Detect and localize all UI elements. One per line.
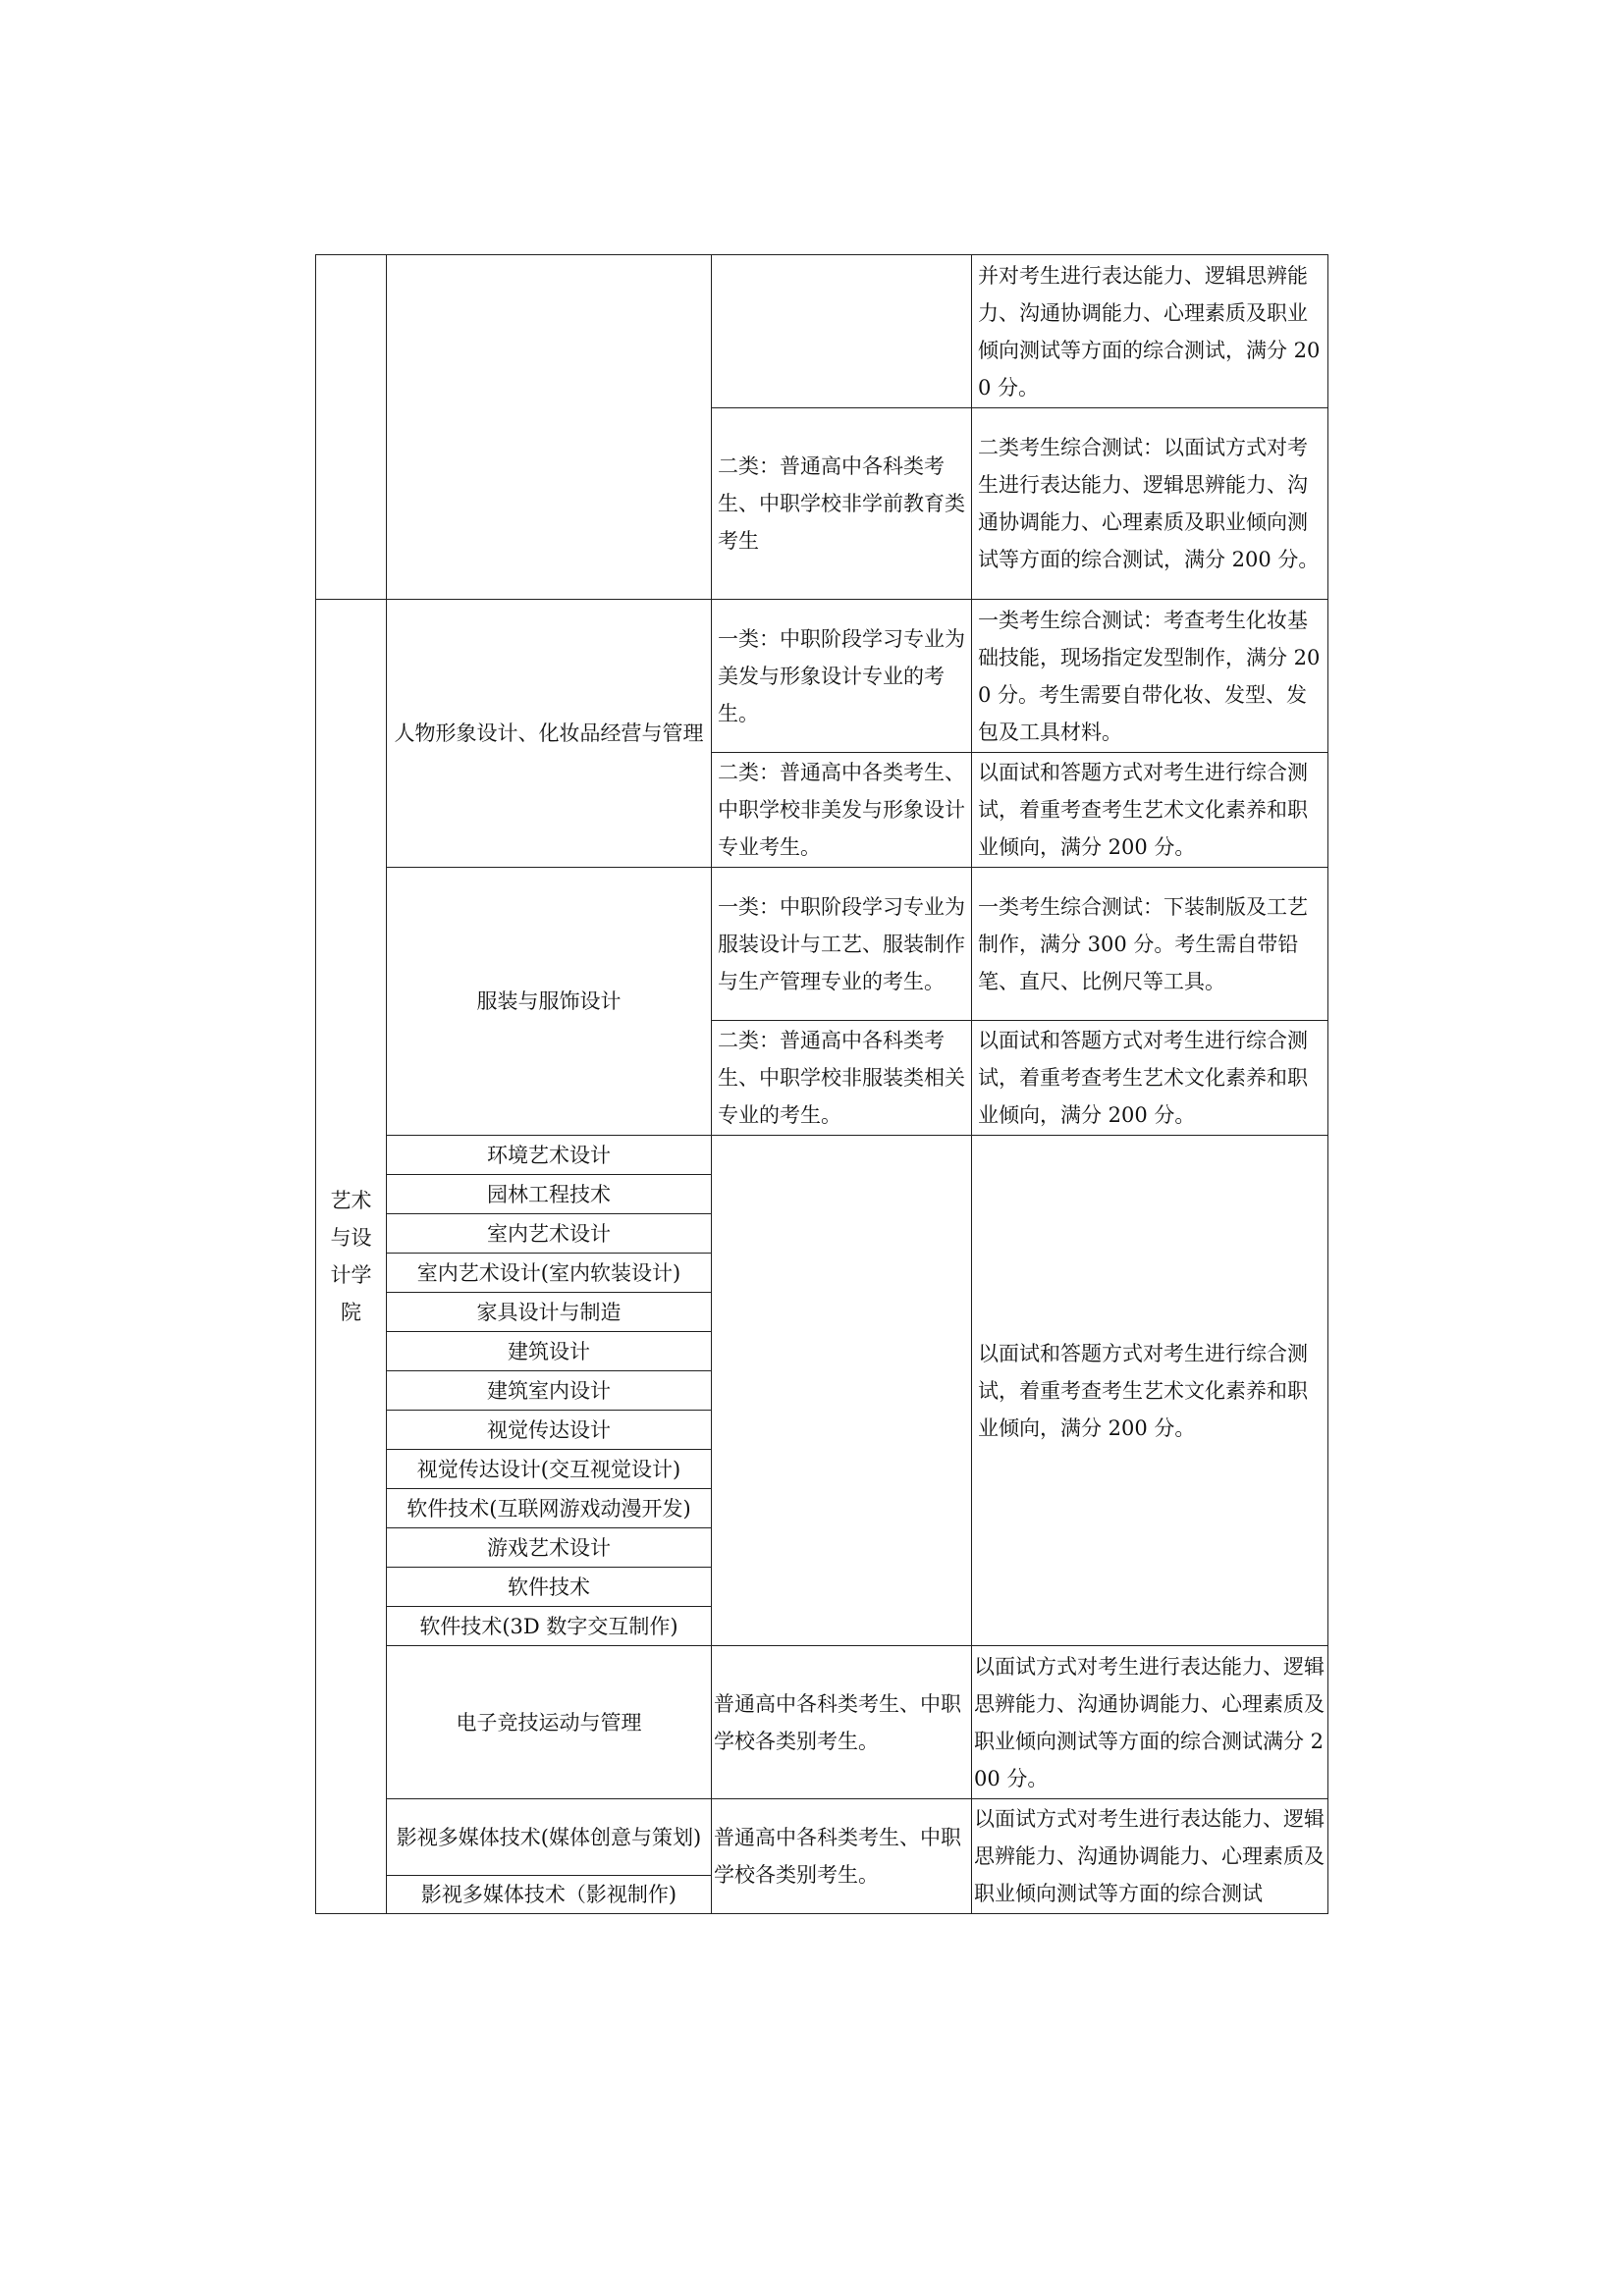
major-cell: 软件技术(互联网游戏动漫开发) xyxy=(387,1489,712,1528)
test-cell: 以面试和答题方式对考生进行综合测试，着重考查考生艺术文化素养和职业倾向，满分 200 分。 xyxy=(972,1021,1328,1136)
test-cell: 以面试方式对考生进行表达能力、逻辑思辨能力、沟通协调能力、心理素质及职业倾向测试等方面的综合测试 xyxy=(972,1799,1328,1914)
category-cell: 普通高中各科类考生、中职学校各类别考生。 xyxy=(712,1799,972,1914)
category-cell: 二类：普通高中各类考生、中职学校非美发与形象设计专业考生。 xyxy=(712,753,972,868)
prev-test-cell: 并对考生进行表达能力、逻辑思辨能力、沟通协调能力、心理素质及职业倾向测试等方面的综合测试，满分 200 分。 xyxy=(972,255,1328,408)
major-cell: 软件技术(3D 数字交互制作) xyxy=(387,1607,712,1646)
major-cell: 影视多媒体技术(媒体创意与策划) xyxy=(387,1799,712,1876)
table-row xyxy=(316,868,1328,1021)
prev-college-cell xyxy=(316,255,387,600)
category-cell-empty xyxy=(712,1136,972,1646)
test-cell: 二类考生综合测试：以面试方式对考生进行表达能力、逻辑思辨能力、沟通协调能力、心理素质及职业倾向测试等方面的综合测试，满分 200 分。 xyxy=(972,408,1328,600)
test-cell: 一类考生综合测试：下装制版及工艺制作，满分 300 分。考生需自带铅笔、直尺、比例尺等工具。 xyxy=(972,868,1328,1021)
table-row xyxy=(316,255,1328,408)
admission-table xyxy=(315,254,1328,1914)
major-cell: 建筑设计 xyxy=(387,1332,712,1371)
table-row xyxy=(316,1799,1328,1876)
prev-category-cell xyxy=(712,255,972,408)
major-cell: 视觉传达设计 xyxy=(387,1411,712,1450)
test-cell: 以面试和答题方式对考生进行综合测试，着重考查考生艺术文化素养和职业倾向，满分 200 分。 xyxy=(972,1136,1328,1646)
major-cell: 游戏艺术设计 xyxy=(387,1528,712,1568)
major-cell: 影视多媒体技术（影视制作) xyxy=(387,1876,712,1914)
category-cell: 二类：普通高中各科类考生、中职学校非学前教育类考生 xyxy=(712,408,972,600)
category-cell: 普通高中各科类考生、中职学校各类别考生。 xyxy=(712,1646,972,1799)
major-cell: 环境艺术设计 xyxy=(387,1136,712,1175)
college-name-cell: 艺术与设计学院 xyxy=(316,600,387,1914)
major-cell: 电子竞技运动与管理 xyxy=(387,1646,712,1799)
major-cell: 人物形象设计、化妆品经营与管理 xyxy=(387,600,712,868)
category-cell: 二类：普通高中各科类考生、中职学校非服装类相关专业的考生。 xyxy=(712,1021,972,1136)
major-cell: 室内艺术设计(室内软装设计) xyxy=(387,1254,712,1293)
table-row xyxy=(316,600,1328,753)
table-row xyxy=(316,1136,1328,1175)
prev-major-cell xyxy=(387,255,712,600)
major-cell: 视觉传达设计(交互视觉设计) xyxy=(387,1450,712,1489)
category-cell: 一类：中职阶段学习专业为服装设计与工艺、服装制作与生产管理专业的考生。 xyxy=(712,868,972,1021)
major-cell: 软件技术 xyxy=(387,1568,712,1607)
major-cell: 家具设计与制造 xyxy=(387,1293,712,1332)
test-cell: 以面试和答题方式对考生进行综合测试，着重考查考生艺术文化素养和职业倾向，满分 200 分。 xyxy=(972,753,1328,868)
table-row xyxy=(316,1646,1328,1799)
test-cell: 一类考生综合测试：考查考生化妆基础技能，现场指定发型制作，满分 200 分。考生需要自带化妆、发型、发包及工具材料。 xyxy=(972,600,1328,753)
major-cell: 园林工程技术 xyxy=(387,1175,712,1214)
major-cell: 建筑室内设计 xyxy=(387,1371,712,1411)
category-cell: 一类：中职阶段学习专业为美发与形象设计专业的考生。 xyxy=(712,600,972,753)
test-cell: 以面试方式对考生进行表达能力、逻辑思辨能力、沟通协调能力、心理素质及职业倾向测试等方面的综合测试满分 200 分。 xyxy=(972,1646,1328,1799)
major-cell: 室内艺术设计 xyxy=(387,1214,712,1254)
major-cell: 服装与服饰设计 xyxy=(387,868,712,1136)
